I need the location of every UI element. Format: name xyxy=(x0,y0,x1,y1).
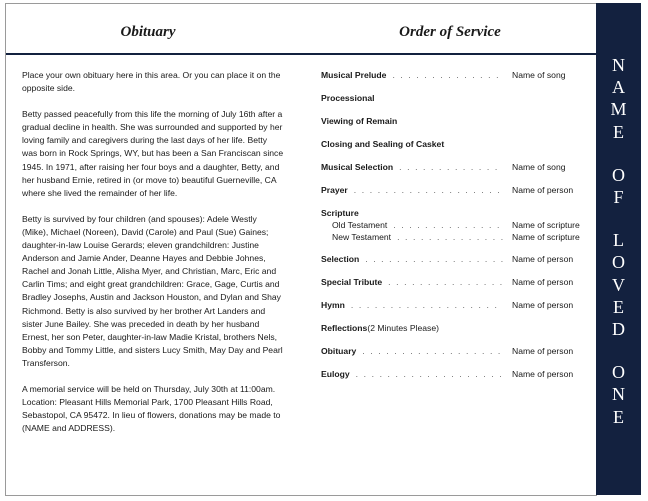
obituary-paragraph: A memorial service will be held on Thursday, July 30th at 11:00am. Location: Pleasant Hills Memorial Park, 1700 Pleasant Hills Road, Sebastopol, CA 95472. In lieu of flowers, donations may be made to (NAME and ADDRESS). xyxy=(22,383,281,434)
banner-letter: O xyxy=(612,164,625,185)
service-item-label: Reflections xyxy=(321,323,368,333)
leader-dots: . . . . . . . . . . . . . . . . . . xyxy=(362,346,502,356)
obituary-heading: Obituary xyxy=(120,24,176,40)
banner-letter: L xyxy=(613,230,624,251)
service-item-note: (2 Minutes Please) xyxy=(367,323,439,333)
service-item xyxy=(321,276,589,289)
leader-dots: . . . . . . . . . . . . . . xyxy=(393,220,501,230)
service-item-value: Name of person xyxy=(512,277,574,287)
order-of-service-list xyxy=(321,69,589,391)
leader-dots: . . . . . . . . . . . . . xyxy=(399,162,499,172)
service-item xyxy=(321,184,589,197)
service-item-value: Name of scripture xyxy=(512,231,580,242)
service-item-label: Hymn xyxy=(321,300,345,310)
service-item-label: Scripture xyxy=(321,208,359,218)
service-item xyxy=(321,368,589,381)
service-item-label: Closing and Sealing of Casket xyxy=(321,139,445,149)
banner-letter: F xyxy=(613,187,624,207)
service-item-value: Name of person xyxy=(512,369,574,379)
service-item xyxy=(321,253,589,266)
banner-letter: E xyxy=(613,296,624,317)
banner-letter: N xyxy=(612,384,625,405)
service-item xyxy=(321,115,589,128)
service-sub-item xyxy=(321,220,589,232)
banner-letter: O xyxy=(612,252,625,273)
service-item-value: Name of person xyxy=(512,300,574,310)
header-divider xyxy=(6,53,596,55)
service-item-label: Selection xyxy=(321,254,360,264)
service-item-label: Viewing of Remain xyxy=(321,116,398,126)
leader-dots: . . . . . . . . . . . . . . . xyxy=(388,277,504,287)
leader-dots: . . . . . . . . . . . . . . . . . . . xyxy=(355,369,504,379)
banner-letter: O xyxy=(612,362,625,383)
leader-dots: . . . . . . . . . . . . . . . . . . . xyxy=(350,300,499,310)
banner-letter: M xyxy=(610,99,627,120)
service-item xyxy=(321,322,589,335)
service-item-label: Processional xyxy=(321,93,375,103)
service-item-label: Musical Prelude xyxy=(321,70,387,80)
service-item-label: Musical Selection xyxy=(321,162,394,172)
service-item xyxy=(321,161,589,174)
banner-letter: A xyxy=(612,77,625,98)
service-item-value: Name of person xyxy=(512,185,574,195)
side-banner xyxy=(596,3,641,495)
order-of-service-heading: Order of Service xyxy=(399,24,501,40)
service-item-label: Obituary xyxy=(321,346,357,356)
banner-letter: E xyxy=(613,121,624,142)
banner-letter: E xyxy=(613,406,624,427)
service-item-value: Name of scripture xyxy=(512,220,580,230)
service-item-label: Special Tribute xyxy=(321,277,383,287)
leader-dots: . . . . . . . . . . . . . . xyxy=(392,70,501,80)
service-sub-label: Old Testament xyxy=(332,220,388,230)
leader-dots: . . . . . . . . . . . . . . . . . . . xyxy=(353,185,502,195)
banner-letter: D xyxy=(612,319,625,339)
obituary-text xyxy=(22,69,284,448)
service-item xyxy=(321,207,589,220)
service-item xyxy=(321,299,589,312)
banner-letter: N xyxy=(612,55,625,75)
service-sub-label: New Testament xyxy=(332,231,392,242)
service-sub-item xyxy=(321,232,589,244)
obituary-paragraph: Place your own obituary here in this area. Or you can place it on the opposite side. xyxy=(22,70,281,94)
service-item-label: Prayer xyxy=(321,185,348,195)
service-item-value: Name of song xyxy=(512,162,566,172)
banner-letter: V xyxy=(612,274,625,295)
service-item-value: Name of person xyxy=(512,254,574,264)
service-item xyxy=(321,69,589,82)
service-item-label: Eulogy xyxy=(321,369,350,379)
leader-dots: . . . . . . . . . . . . . . . . . . xyxy=(365,254,505,264)
service-item xyxy=(321,345,589,358)
leader-dots: . . . . . . . . . . . . . . xyxy=(397,231,505,242)
service-item-value: Name of person xyxy=(512,346,574,356)
obituary-paragraph: Betty passed peacefully from this life the morning of July 16th after a gradual decline in health. She was surrounded and supported by her loving family and caregivers during the last days of her life. Betty was born in Rock Springs, WY, but has been a San Franciscan since 1945. In 1971, after raising her four boys and a daughter, Betty, and her husband Ernie, retired in (or move to) beautiful Guerneville, CA where she lived the remainder of her life. xyxy=(22,109,284,198)
service-item xyxy=(321,138,589,151)
service-item-value: Name of song xyxy=(512,70,566,80)
service-item xyxy=(321,92,589,105)
obituary-paragraph: Betty is survived by four children (and spouses): Adele Westly (Mike), Michael (Noreen), David (Carole) and Paul (Sue) Gaines; daughter-in-law Louise Gerards; eleven grandchildren: Justine Anderson and Jamie Ander, Deanne Hayes and Debbie Johnes, Rachel and Jonah Little, Alisha Myer, and Christian, Marc, Eric and Carlin Tims; and eight great grandchildren: Grace, Gage, Curtis and Bradley Josephs, Austin and Jackson Houston, and Dylan and Shay Richmond. Betty is also survived by her brother Art Landers and sister June Bailey. She was preceded in death by her husband Ernest, her son Peter, daughter-in-law Madie Kristal, brothers Nels, Bobby and Tommy Little, and sisters Lucy Smith, May Day and Pearl Transferson. xyxy=(22,213,283,368)
